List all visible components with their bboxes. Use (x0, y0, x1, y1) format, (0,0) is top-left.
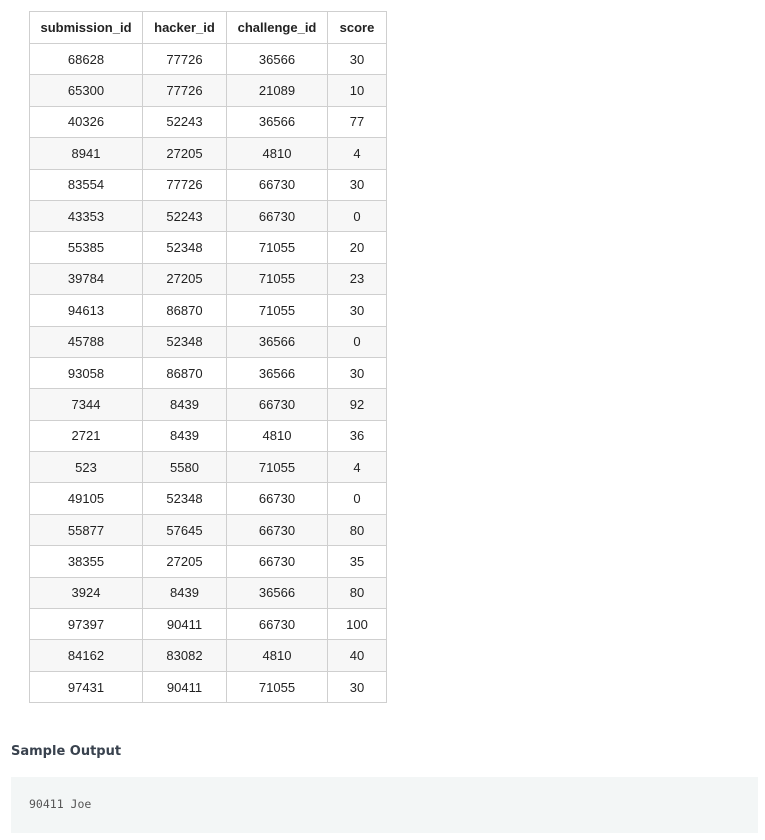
cell-submission-id: 39784 (30, 263, 143, 294)
table-row (30, 483, 387, 514)
cell-score: 36 (328, 420, 387, 451)
table-row (30, 263, 387, 294)
cell-submission-id: 97431 (30, 671, 143, 702)
table-row (30, 200, 387, 231)
cell-submission-id: 65300 (30, 75, 143, 106)
cell-score: 30 (328, 295, 387, 326)
cell-submission-id: 38355 (30, 546, 143, 577)
table-row (30, 232, 387, 263)
cell-hacker-id: 90411 (143, 609, 227, 640)
cell-score: 4 (328, 138, 387, 169)
column-header-challenge-id: challenge_id (227, 12, 328, 44)
cell-hacker-id: 27205 (143, 138, 227, 169)
column-header-submission-id: submission_id (30, 12, 143, 44)
cell-score: 77 (328, 106, 387, 137)
cell-challenge-id: 66730 (227, 514, 328, 545)
cell-hacker-id: 52348 (143, 326, 227, 357)
cell-score: 80 (328, 577, 387, 608)
cell-score: 40 (328, 640, 387, 671)
cell-hacker-id: 27205 (143, 546, 227, 577)
cell-challenge-id: 36566 (227, 44, 328, 75)
cell-submission-id: 83554 (30, 169, 143, 200)
table-row (30, 577, 387, 608)
cell-hacker-id: 52243 (143, 200, 227, 231)
cell-submission-id: 84162 (30, 640, 143, 671)
cell-score: 80 (328, 514, 387, 545)
cell-challenge-id: 21089 (227, 75, 328, 106)
cell-score: 30 (328, 671, 387, 702)
cell-submission-id: 68628 (30, 44, 143, 75)
cell-submission-id: 94613 (30, 295, 143, 326)
cell-hacker-id: 8439 (143, 420, 227, 451)
cell-hacker-id: 86870 (143, 357, 227, 388)
cell-submission-id: 97397 (30, 609, 143, 640)
sample-output-heading: Sample Output (11, 744, 122, 759)
cell-submission-id: 93058 (30, 357, 143, 388)
cell-score: 35 (328, 546, 387, 577)
table-row (30, 106, 387, 137)
cell-submission-id: 49105 (30, 483, 143, 514)
cell-hacker-id: 8439 (143, 389, 227, 420)
cell-challenge-id: 66730 (227, 546, 328, 577)
table-row (30, 420, 387, 451)
cell-challenge-id: 36566 (227, 106, 328, 137)
table-row (30, 640, 387, 671)
cell-submission-id: 40326 (30, 106, 143, 137)
cell-submission-id: 55877 (30, 514, 143, 545)
cell-hacker-id: 77726 (143, 44, 227, 75)
cell-challenge-id: 71055 (227, 671, 328, 702)
cell-submission-id: 43353 (30, 200, 143, 231)
column-header-score: score (328, 12, 387, 44)
table-row (30, 138, 387, 169)
cell-hacker-id: 83082 (143, 640, 227, 671)
table-row (30, 75, 387, 106)
cell-hacker-id: 8439 (143, 577, 227, 608)
sample-output-block (11, 777, 758, 833)
cell-submission-id: 7344 (30, 389, 143, 420)
cell-challenge-id: 4810 (227, 420, 328, 451)
cell-challenge-id: 66730 (227, 389, 328, 420)
table-body (30, 44, 387, 703)
cell-score: 23 (328, 263, 387, 294)
cell-challenge-id: 4810 (227, 640, 328, 671)
cell-score: 30 (328, 357, 387, 388)
cell-submission-id: 45788 (30, 326, 143, 357)
cell-challenge-id: 66730 (227, 483, 328, 514)
cell-submission-id: 2721 (30, 420, 143, 451)
cell-challenge-id: 66730 (227, 169, 328, 200)
cell-score: 4 (328, 452, 387, 483)
cell-hacker-id: 52348 (143, 483, 227, 514)
cell-challenge-id: 36566 (227, 326, 328, 357)
submissions-table (29, 11, 387, 703)
cell-challenge-id: 71055 (227, 295, 328, 326)
cell-challenge-id: 66730 (227, 609, 328, 640)
table-row (30, 295, 387, 326)
cell-hacker-id: 77726 (143, 75, 227, 106)
table-row (30, 546, 387, 577)
cell-score: 0 (328, 483, 387, 514)
table-row (30, 169, 387, 200)
cell-hacker-id: 86870 (143, 295, 227, 326)
cell-hacker-id: 27205 (143, 263, 227, 294)
cell-score: 20 (328, 232, 387, 263)
sample-output-text: 90411 Joe (29, 797, 92, 811)
table-row (30, 389, 387, 420)
cell-score: 92 (328, 389, 387, 420)
cell-score: 30 (328, 44, 387, 75)
cell-submission-id: 8941 (30, 138, 143, 169)
cell-score: 0 (328, 326, 387, 357)
table-row (30, 452, 387, 483)
cell-submission-id: 3924 (30, 577, 143, 608)
cell-score: 10 (328, 75, 387, 106)
table-row (30, 609, 387, 640)
cell-submission-id: 55385 (30, 232, 143, 263)
cell-challenge-id: 66730 (227, 200, 328, 231)
table-row (30, 671, 387, 702)
cell-challenge-id: 71055 (227, 452, 328, 483)
table-row (30, 326, 387, 357)
cell-score: 30 (328, 169, 387, 200)
cell-challenge-id: 71055 (227, 232, 328, 263)
cell-challenge-id: 4810 (227, 138, 328, 169)
column-header-hacker-id: hacker_id (143, 12, 227, 44)
table-row (30, 44, 387, 75)
table-row (30, 357, 387, 388)
cell-hacker-id: 57645 (143, 514, 227, 545)
cell-hacker-id: 90411 (143, 671, 227, 702)
cell-hacker-id: 77726 (143, 169, 227, 200)
cell-hacker-id: 52243 (143, 106, 227, 137)
cell-score: 0 (328, 200, 387, 231)
cell-challenge-id: 71055 (227, 263, 328, 294)
cell-challenge-id: 36566 (227, 577, 328, 608)
cell-challenge-id: 36566 (227, 357, 328, 388)
cell-hacker-id: 52348 (143, 232, 227, 263)
cell-score: 100 (328, 609, 387, 640)
submissions-table-container (29, 11, 387, 703)
cell-submission-id: 523 (30, 452, 143, 483)
cell-hacker-id: 5580 (143, 452, 227, 483)
table-header-row (30, 12, 387, 44)
table-row (30, 514, 387, 545)
